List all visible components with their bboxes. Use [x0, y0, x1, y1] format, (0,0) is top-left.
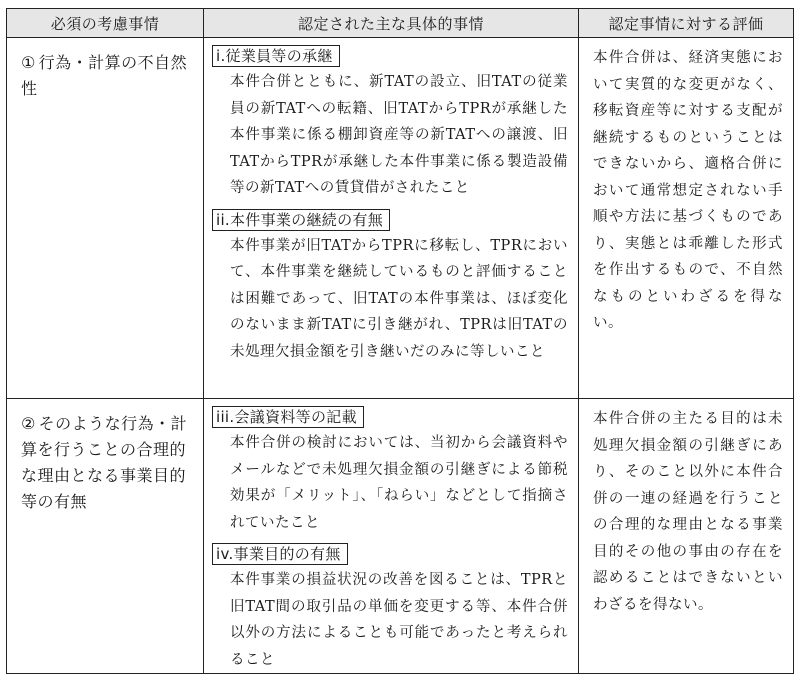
evaluation-cell: [579, 399, 794, 674]
evaluation-text: 本件合併は、経済実態において実質的な変更がなく、移転資産等に対する支配が継続するものということはできないから、適格合併において通常想定されない手順や方法に基づくものであり、実態とは乖離した形式を作出するもので、不自然なものといわざるを得ない。: [593, 50, 783, 331]
item-body: 本件合併の検討においては、当初から会議資料やメールなどで未処理欠損金額の引継ぎによる節税効果が「メリット」、「ねらい」などとして指摘されていたこと: [230, 435, 568, 531]
header-evaluation: 認定事情に対する評価: [579, 9, 794, 38]
requirement-text: [7, 399, 203, 515]
item-body: 本件事業の損益状況の改善を図ることは、TPRと旧TAT間の取引品の単価を変更する等、本件合併以外の方法によることも可能であったと考えられること: [230, 572, 568, 668]
header-recognized-circumstances: 認定された主な具体的事情: [204, 9, 579, 38]
circumstances-cell: [204, 399, 579, 674]
item-body: 本件事業が旧TATからTPRに移転し、TPRにおいて、本件事業を継続しているものと評価することは困難であって、旧TATの本件事業は、ほぼ変化のないまま新TATに引き継がれ、TPRは旧TATの未処理欠損金額を引き継いだのみに等しいこと: [230, 237, 568, 360]
item-heading: iii.会議資料等の記載: [212, 406, 364, 428]
considerations-table: [6, 8, 794, 674]
requirement-label: そのような行為・計算を行うことの合理的な理由となる事業目的等の有無: [21, 414, 188, 511]
item-body: 本件合併とともに、新TATの設立、旧TATの従業員の新TATへの転籍、旧TATからTPRが承継した本件事業に係る棚卸資産等の新TATへの譲渡、旧TATからTPRが承継した本件事業に係る製造設備等の新TATへの賃貸借がされたこと: [230, 74, 568, 196]
requirement-number: ②: [21, 414, 36, 433]
circumstances-cell: [204, 38, 579, 399]
requirement-cell: [7, 399, 204, 674]
table-row: [7, 38, 794, 399]
requirement-label: 行為・計算の不自然性: [21, 53, 188, 98]
table-row: [7, 399, 794, 674]
requirement-number: ①: [21, 53, 36, 72]
item-heading: i.従業員等の承継: [212, 45, 340, 67]
header-row: [7, 9, 794, 38]
evaluation-cell: [579, 38, 794, 399]
item-heading: iv.事業目的の有無: [212, 543, 348, 565]
evaluation-text: 本件合併の主たる目的は未処理欠損金額の引継ぎにあり、そのこと以外に本件合併の一連の経過を行うことの合理的な理由となる事業目的その他の事由の存在を認めることはできないといわざるを得ない。: [593, 411, 783, 613]
requirement-cell: [7, 38, 204, 399]
header-required-factors: 必須の考慮事情: [7, 9, 204, 38]
requirement-text: [7, 38, 203, 102]
item-heading: ii.本件事業の継続の有無: [212, 209, 390, 231]
